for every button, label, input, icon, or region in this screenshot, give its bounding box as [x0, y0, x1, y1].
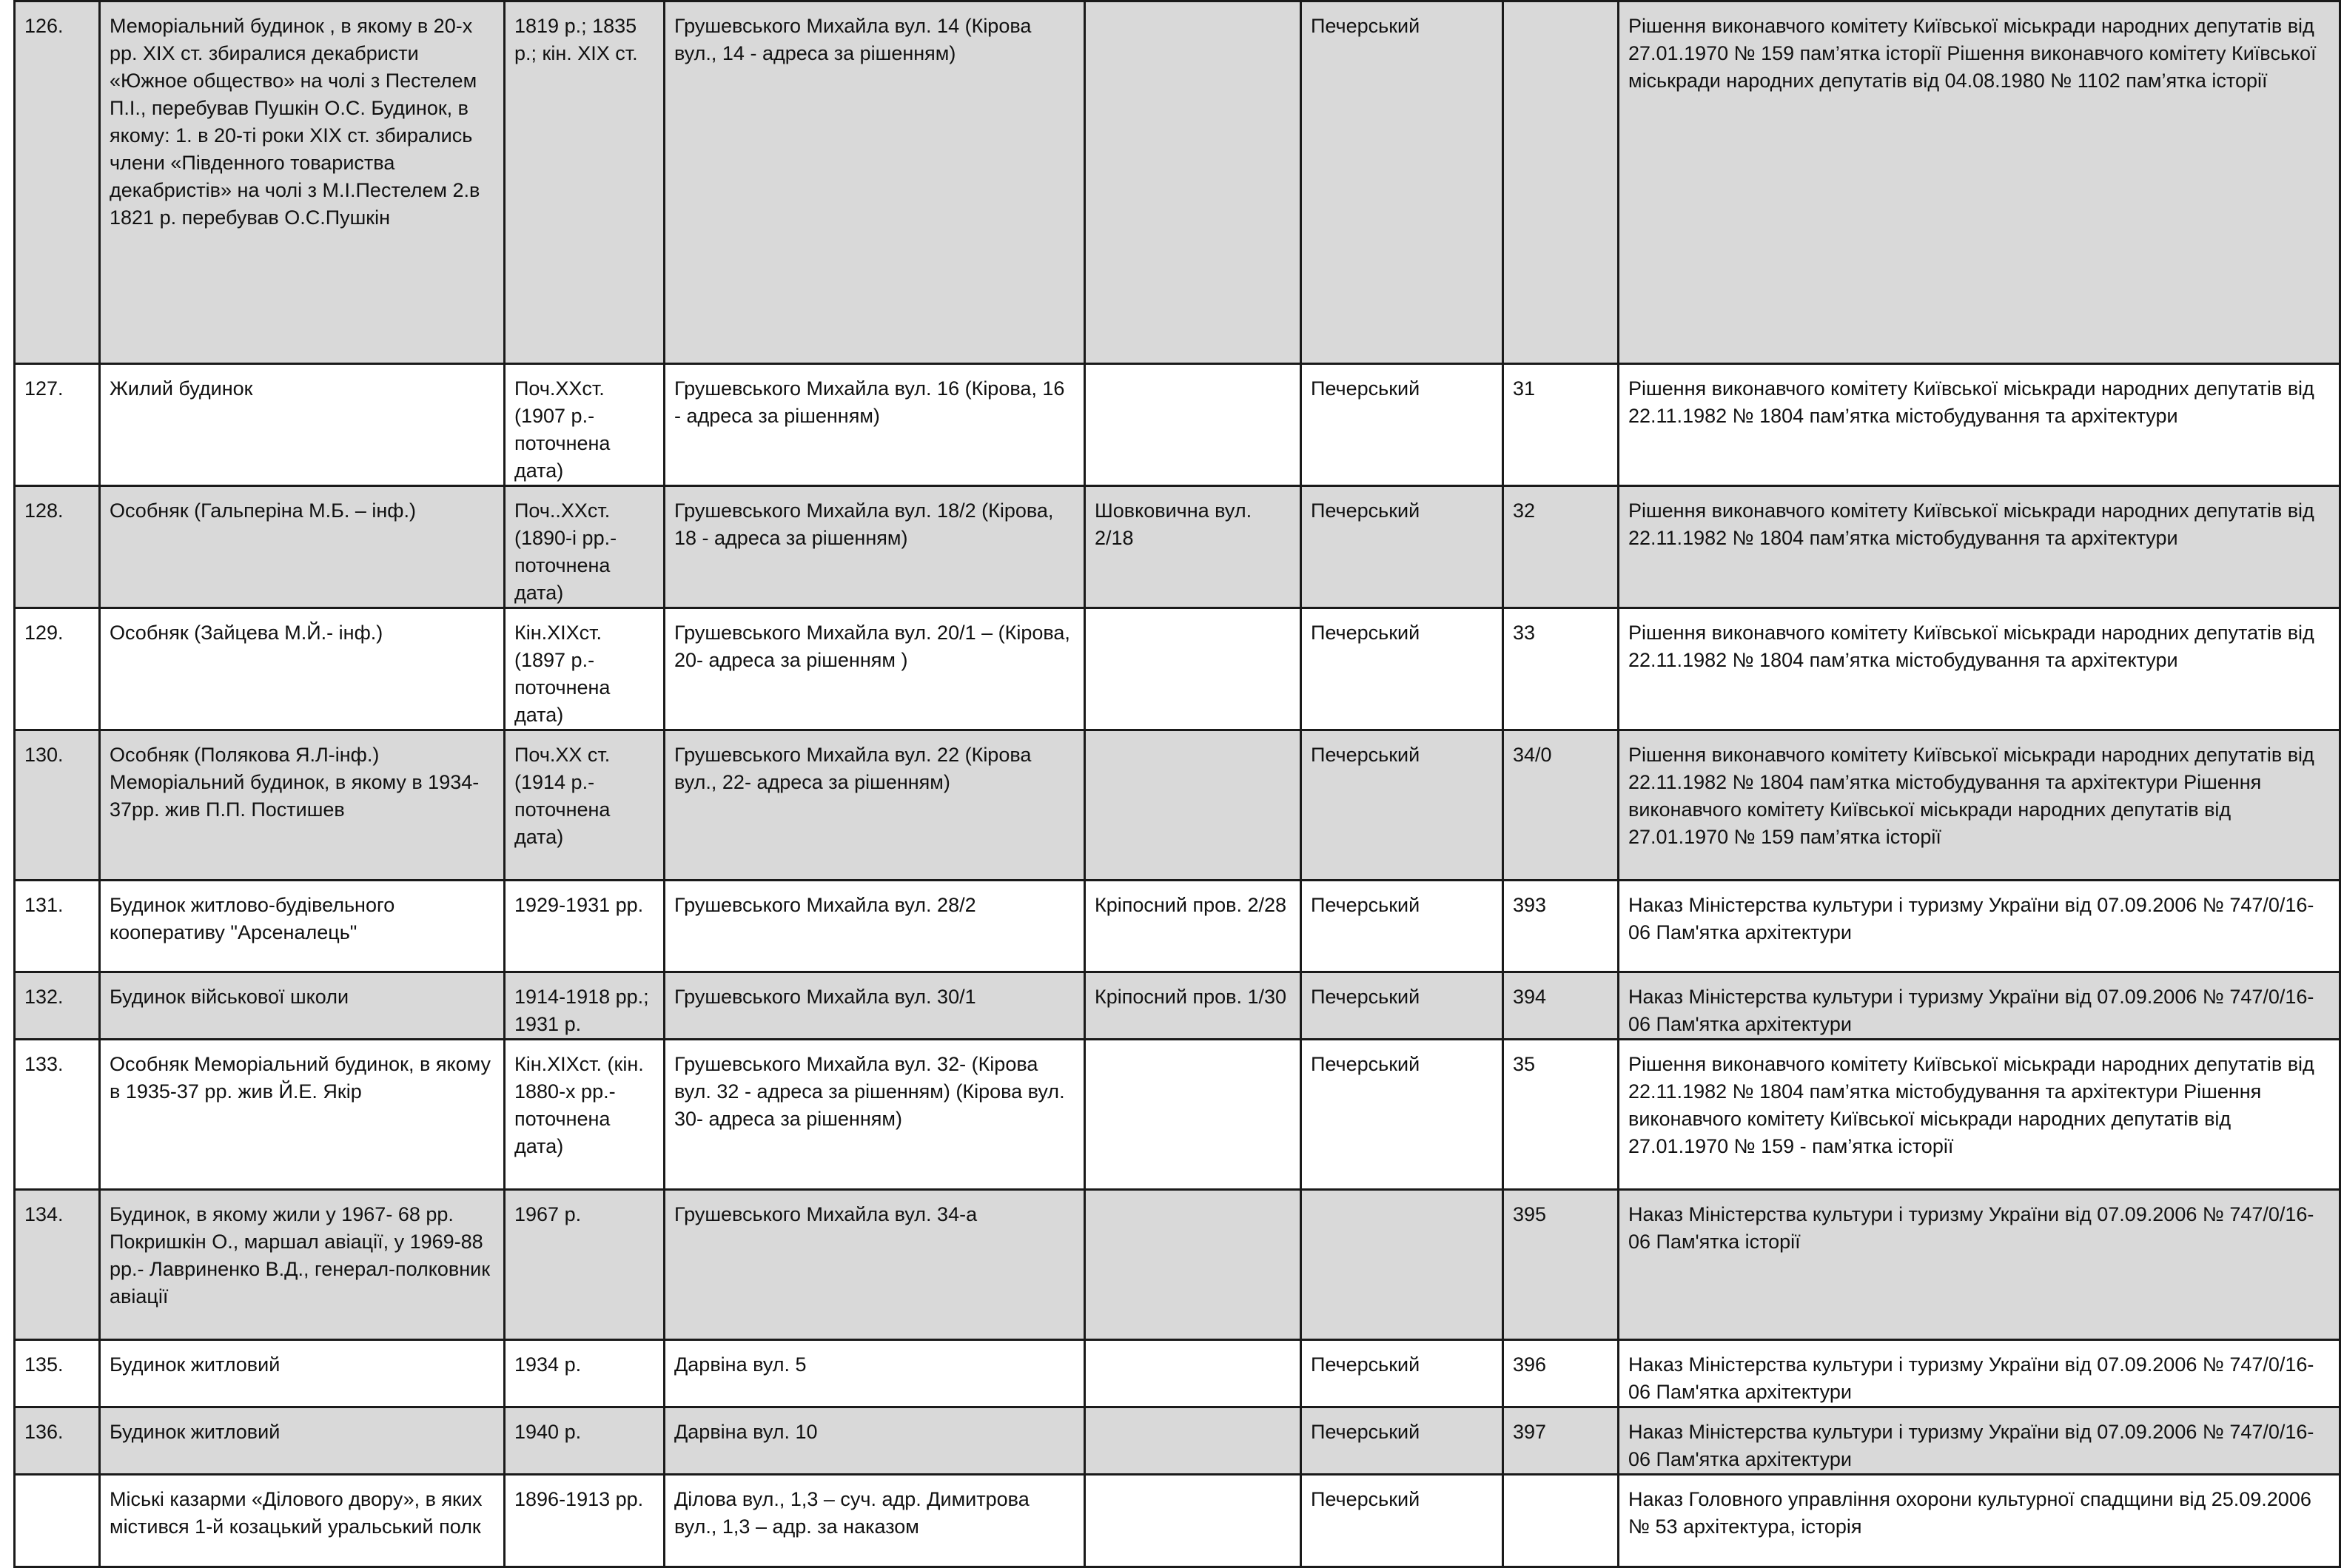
protection-number-cell: 397	[1503, 1407, 1619, 1475]
address-cell: Дарвіна вул. 10	[665, 1407, 1085, 1475]
secondary-address-cell	[1085, 1190, 1301, 1340]
object-name-cell: Особняк (Зайцева М.Й.- інф.)	[100, 608, 505, 730]
object-name-cell: Міські казарми «Ділового двору», в яких містився 1-й козацький уральський полк	[100, 1475, 505, 1567]
row-number-cell: 136.	[15, 1407, 100, 1475]
table-row	[15, 730, 2340, 881]
table-row	[15, 1475, 2340, 1567]
row-number-cell: 130.	[15, 730, 100, 881]
decision-cell: Рішення виконавчого комітету Київської міськради народних депутатів від 27.01.1970 № 159 пам’ятка історії Рішення виконавчого комітету Київської міськради народних депутатів від 04.08.1980 № 1102 пам’ятка історії	[1619, 1, 2340, 364]
object-name-cell: Меморіальний будинок , в якому в 20-х рр. XIX ст. збиралися декабристи «Южное общество» на чолі з Пестелем П.І., перебував Пушкін О.С. Будинок, в якому: 1. в 20-ті роки XIX ст. збирались члени «Південного товариства декабристів» на чолі з М.І.Пестелем 2.в 1821 р. перебував О.С.Пушкін	[100, 1, 505, 364]
dating-cell: Кін.XIXст. (кін. 1880-х рр.- поточнена дата)	[505, 1040, 665, 1190]
object-name-cell: Жилий будинок	[100, 364, 505, 486]
object-name-cell: Особняк Меморіальний будинок, в якому в 1935-37 рр. жив Й.Е. Якір	[100, 1040, 505, 1190]
protection-number-cell: 35	[1503, 1040, 1619, 1190]
table-row	[15, 1407, 2340, 1475]
secondary-address-cell: Кріпосний пров. 2/28	[1085, 881, 1301, 972]
district-cell: Печерський	[1301, 1, 1503, 364]
dating-cell: 1929-1931 рр.	[505, 881, 665, 972]
protection-number-cell: 34/0	[1503, 730, 1619, 881]
decision-cell: Рішення виконавчого комітету Київської міськради народних депутатів від 22.11.1982 № 1804 пам’ятка містобудування та архітектури	[1619, 608, 2340, 730]
table-row	[15, 881, 2340, 972]
district-cell: Печерський	[1301, 608, 1503, 730]
row-number-cell: 127.	[15, 364, 100, 486]
protection-number-cell	[1503, 1475, 1619, 1567]
table-row	[15, 1340, 2340, 1407]
table-row	[15, 1190, 2340, 1340]
dating-cell: Поч..ХХст. (1890-і рр.- поточнена дата)	[505, 486, 665, 608]
protection-number-cell: 394	[1503, 972, 1619, 1040]
monument-register-page	[13, 0, 2339, 1538]
table-row	[15, 608, 2340, 730]
address-cell: Грушевського Михайла вул. 18/2 (Кірова, 18 - адреса за рішенням)	[665, 486, 1085, 608]
object-name-cell: Будинок житловий	[100, 1407, 505, 1475]
protection-number-cell: 33	[1503, 608, 1619, 730]
secondary-address-cell: Шовковична вул. 2/18	[1085, 486, 1301, 608]
table-row	[15, 972, 2340, 1040]
address-cell: Грушевського Михайла вул. 28/2	[665, 881, 1085, 972]
address-cell: Грушевського Михайла вул. 14 (Кірова вул., 14 - адреса за рішенням)	[665, 1, 1085, 364]
row-number-cell: 133.	[15, 1040, 100, 1190]
secondary-address-cell	[1085, 1, 1301, 364]
decision-cell: Наказ Міністерства культури і туризму України від 07.09.2006 № 747/0/16-06 Пам'ятка архітектури	[1619, 1340, 2340, 1407]
dating-cell: Поч.ХХ ст. (1914 р.- поточнена дата)	[505, 730, 665, 881]
decision-cell: Наказ Міністерства культури і туризму України від 07.09.2006 № 747/0/16-06 Пам'ятка історії	[1619, 1190, 2340, 1340]
object-name-cell: Будинок, в якому жили у 1967- 68 рр. Покришкін О., маршал авіації, у 1969-88 рр.- Лавриненко В.Д., генерал-полковник авіації	[100, 1190, 505, 1340]
district-cell: Печерський	[1301, 1475, 1503, 1567]
protection-number-cell: 395	[1503, 1190, 1619, 1340]
district-cell: Печерський	[1301, 1040, 1503, 1190]
row-number-cell: 126.	[15, 1, 100, 364]
address-cell: Грушевського Михайла вул. 34-а	[665, 1190, 1085, 1340]
object-name-cell: Особняк (Гальперіна М.Б. – інф.)	[100, 486, 505, 608]
secondary-address-cell	[1085, 1340, 1301, 1407]
district-cell: Печерський	[1301, 1407, 1503, 1475]
decision-cell: Рішення виконавчого комітету Київської міськради народних депутатів від 22.11.1982 № 1804 пам’ятка містобудування та архітектури Рішення виконавчого комітету Київської міськради народних депутатів від 27.01.1970 № 159 пам’ятка історії	[1619, 730, 2340, 881]
protection-number-cell: 31	[1503, 364, 1619, 486]
protection-number-cell	[1503, 1, 1619, 364]
secondary-address-cell	[1085, 608, 1301, 730]
secondary-address-cell	[1085, 730, 1301, 881]
object-name-cell: Будинок житловий	[100, 1340, 505, 1407]
dating-cell: 1819 р.; 1835 р.; кін. XIX ст.	[505, 1, 665, 364]
district-cell: Печерський	[1301, 364, 1503, 486]
table-row	[15, 1040, 2340, 1190]
decision-cell: Наказ Міністерства культури і туризму України від 07.09.2006 № 747/0/16-06 Пам'ятка архітектури	[1619, 881, 2340, 972]
table-row	[15, 364, 2340, 486]
address-cell: Грушевського Михайла вул. 30/1	[665, 972, 1085, 1040]
district-cell: Печерський	[1301, 881, 1503, 972]
address-cell: Грушевського Михайла вул. 32- (Кірова вул. 32 - адреса за рішенням) (Кірова вул. 30- адреса за рішенням)	[665, 1040, 1085, 1190]
protection-number-cell: 393	[1503, 881, 1619, 972]
address-cell: Дарвіна вул. 5	[665, 1340, 1085, 1407]
row-number-cell: 132.	[15, 972, 100, 1040]
district-cell: Печерський	[1301, 486, 1503, 608]
table-row	[15, 486, 2340, 608]
dating-cell: 1896-1913 рр.	[505, 1475, 665, 1567]
address-cell: Грушевського Михайла вул. 22 (Кірова вул., 22- адреса за рішенням)	[665, 730, 1085, 881]
address-cell: Грушевського Михайла вул. 16 (Кірова, 16 - адреса за рішенням)	[665, 364, 1085, 486]
row-number-cell	[15, 1475, 100, 1567]
protection-number-cell: 32	[1503, 486, 1619, 608]
decision-cell: Наказ Головного управління охорони культурної спадщини від 25.09.2006 № 53 архітектура, історія	[1619, 1475, 2340, 1567]
secondary-address-cell: Кріпосний пров. 1/30	[1085, 972, 1301, 1040]
decision-cell: Наказ Міністерства культури і туризму України від 07.09.2006 № 747/0/16-06 Пам'ятка архітектури	[1619, 972, 2340, 1040]
dating-cell: Поч.ХХст. (1907 р.- поточнена дата)	[505, 364, 665, 486]
table-row	[15, 1, 2340, 364]
object-name-cell: Будинок військової школи	[100, 972, 505, 1040]
decision-cell: Рішення виконавчого комітету Київської міськради народних депутатів від 22.11.1982 № 1804 пам’ятка містобудування та архітектури	[1619, 486, 2340, 608]
dating-cell: 1934 р.	[505, 1340, 665, 1407]
protection-number-cell: 396	[1503, 1340, 1619, 1407]
address-cell: Грушевського Михайла вул. 20/1 – (Кірова, 20- адреса за рішенням )	[665, 608, 1085, 730]
row-number-cell: 135.	[15, 1340, 100, 1407]
district-cell: Печерський	[1301, 1340, 1503, 1407]
decision-cell: Наказ Міністерства культури і туризму України від 07.09.2006 № 747/0/16-06 Пам'ятка архітектури	[1619, 1407, 2340, 1475]
district-cell	[1301, 1190, 1503, 1340]
secondary-address-cell	[1085, 364, 1301, 486]
dating-cell: 1967 р.	[505, 1190, 665, 1340]
row-number-cell: 128.	[15, 486, 100, 608]
row-number-cell: 134.	[15, 1190, 100, 1340]
dating-cell: Кін.XIXст. (1897 р.- поточнена дата)	[505, 608, 665, 730]
address-cell: Ділова вул., 1,3 – суч. адр. Димитрова вул., 1,3 – адр. за наказом	[665, 1475, 1085, 1567]
secondary-address-cell	[1085, 1407, 1301, 1475]
dating-cell: 1914-1918 рр.; 1931 р.	[505, 972, 665, 1040]
monument-register-table	[13, 0, 2341, 1568]
object-name-cell: Будинок житлово-будівельного кооперативу "Арсеналець"	[100, 881, 505, 972]
dating-cell: 1940 р.	[505, 1407, 665, 1475]
row-number-cell: 131.	[15, 881, 100, 972]
secondary-address-cell	[1085, 1040, 1301, 1190]
row-number-cell: 129.	[15, 608, 100, 730]
decision-cell: Рішення виконавчого комітету Київської міськради народних депутатів від 22.11.1982 № 1804 пам’ятка містобудування та архітектури Рішення виконавчого комітету Київської міськради народних депутатів від 27.01.1970 № 159 - пам’ятка історії	[1619, 1040, 2340, 1190]
object-name-cell: Особняк (Полякова Я.Л-інф.) Меморіальний будинок, в якому в 1934-37рр. жив П.П. Постишев	[100, 730, 505, 881]
decision-cell: Рішення виконавчого комітету Київської міськради народних депутатів від 22.11.1982 № 1804 пам’ятка містобудування та архітектури	[1619, 364, 2340, 486]
district-cell: Печерський	[1301, 972, 1503, 1040]
secondary-address-cell	[1085, 1475, 1301, 1567]
district-cell: Печерський	[1301, 730, 1503, 881]
